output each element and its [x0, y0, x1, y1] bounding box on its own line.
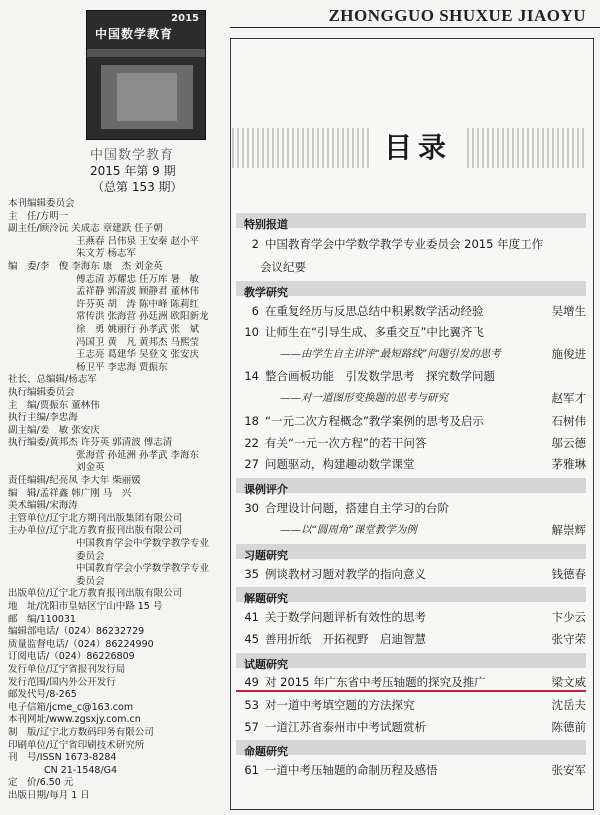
- toc-entry[interactable]: [241, 413, 484, 429]
- article-title: 在重复经历与反思总结中积累数学活动经验: [265, 304, 484, 318]
- toc-section-header: [236, 478, 586, 496]
- colophon-line: 杨卫平 李忠海 贾振东: [76, 361, 168, 373]
- colophon-line: CN 21-1548/G4: [44, 764, 118, 776]
- colophon-line: 地 址/沈阳市皇姑区宁山中路 15 号: [8, 601, 163, 612]
- toc-section-header: [236, 544, 586, 562]
- colophon-line: 常传洪 张海营 孙廷洲 欧阳新龙: [76, 311, 209, 323]
- colophon-line: 中国教育学会小学数学教学专业: [76, 563, 210, 575]
- colophon-line: 主 任/方明一: [8, 210, 69, 222]
- colophon-line: 主管单位/辽宁北方期刊出版集团有限公司: [8, 512, 183, 524]
- section-label: 试题研究: [244, 658, 288, 671]
- colophon-line: 编 委/李 俊 李海东 康 杰 刘金英: [8, 260, 163, 272]
- article-title: 一道中考压轴题的命制历程及感悟: [265, 763, 438, 777]
- article-author: 茅雅琳: [551, 457, 586, 471]
- colophon-line: 王志亮 葛建华 吴登文 张安庆: [76, 349, 200, 361]
- toc-section-header: [236, 740, 586, 758]
- toc-entry[interactable]: [241, 435, 426, 451]
- article-title: 关于数学问题评析有效性的思考: [265, 610, 426, 624]
- colophon-line: 出版日期/每月 1 日: [8, 789, 90, 801]
- article-author: 邬云德: [551, 436, 586, 450]
- article-title: 问题驱动，构建趣动数学课堂: [265, 457, 415, 471]
- article-subtitle: ——以“圆周角”课堂教学为例: [280, 524, 417, 536]
- colophon-line: 出版单位/辽宁北方教育报刊出版有限公司: [8, 588, 183, 600]
- article-author: 张安军: [551, 763, 586, 777]
- article-author: 钱德春: [551, 567, 586, 581]
- cover-thumbnail: [86, 10, 206, 140]
- colophon-line: 张海营 孙延洲 孙孝武 李海东: [76, 449, 200, 461]
- toc-section-header: [236, 213, 586, 231]
- article-title: 中国教育学会中学数学教学专业委员会 2015 年度工作: [265, 237, 544, 251]
- colophon-line: 冯国卫 黄 凡 黄邦杰 马熙莹: [76, 336, 200, 348]
- page-number: 6: [251, 304, 259, 318]
- colophon-line: 社长、总编辑/杨志军: [8, 374, 97, 386]
- article-subtitle: ——对一道图形变换题的思考与研究: [280, 392, 448, 404]
- page-number: 41: [244, 610, 259, 624]
- colophon-line: 质量监督电话/（024）86224990: [8, 638, 154, 650]
- toc-entry[interactable]: [241, 500, 449, 516]
- cover-title: 中国数学教育: [95, 27, 174, 41]
- article-title: 整合画板功能 引发数学思考 探究数学问题: [265, 369, 495, 383]
- article-title-continued: 会议纪要: [260, 260, 306, 274]
- section-label: 习题研究: [244, 549, 288, 562]
- colophon-line: 刊 号/ISSN 1673-8284: [8, 752, 117, 764]
- colophon-line: 印刷单位/辽宁省印刷技术研究所: [8, 739, 145, 751]
- toc-title: 目录: [370, 128, 466, 168]
- toc-entry[interactable]: [241, 236, 543, 252]
- toc-entry[interactable]: [241, 719, 426, 735]
- header-divider: [230, 27, 600, 28]
- page-number: 18: [244, 414, 259, 428]
- article-title: 对 2015 年广东省中考压轴题的探究及推广: [265, 675, 486, 689]
- toc-entry[interactable]: [241, 303, 484, 319]
- article-author: 陈德前: [551, 720, 586, 734]
- article-subtitle: ——由学生自主讲评“最短路线”问题引发的思考: [280, 348, 501, 360]
- page-number: 45: [244, 632, 259, 646]
- article-title: “一元二次方程概念”教学案例的思考及启示: [265, 414, 484, 428]
- colophon-line: 主办单位/辽宁北方教育报刊出版有限公司: [8, 525, 183, 537]
- section-label: 命题研究: [244, 745, 288, 758]
- toc-entry[interactable]: [241, 697, 415, 713]
- cover-band: [87, 49, 205, 57]
- colophon-line: 朱文芳 杨志军: [76, 248, 137, 260]
- colophon: [8, 198, 226, 803]
- highlight-underline: [236, 690, 586, 692]
- colophon-line: 刘金英: [76, 462, 105, 474]
- toc-entry[interactable]: [241, 368, 495, 384]
- section-label: 课例评介: [244, 483, 288, 496]
- colophon-line: 中国教育学会中学数学教学专业: [76, 538, 210, 550]
- issue-number: 2015 年第 9 期: [90, 164, 176, 178]
- article-author: 张守荣: [551, 632, 586, 646]
- section-label: 特别报道: [244, 218, 288, 231]
- toc-entry[interactable]: [241, 566, 426, 582]
- article-author: 吴增生: [551, 304, 586, 318]
- colophon-line: 编辑部电话/（024）86232729: [8, 626, 145, 638]
- article-title: 让师生在“引导生成、多重交互”中比翼齐飞: [265, 325, 484, 339]
- article-author: 卞少云: [551, 610, 586, 624]
- colophon-line: 邮发代号/8-265: [8, 689, 77, 701]
- colophon-line: 主 编/贾振东 董林伟: [8, 399, 100, 411]
- section-label: 教学研究: [244, 286, 288, 299]
- colophon-line: 傅志清 苏耀忠 任万库 暑 敏: [76, 273, 200, 285]
- page-number: 35: [244, 567, 259, 581]
- colophon-line: 委员会: [76, 550, 105, 562]
- colophon-line: 电子信箱/jcme_c@163.com: [8, 701, 134, 713]
- page-number: 14: [244, 369, 259, 383]
- cover-year: 2015: [171, 13, 199, 24]
- article-title: 合理设计问题，搭建自主学习的台阶: [265, 501, 449, 515]
- colophon-line: 副主编/姜 敏 张安庆: [8, 424, 100, 436]
- article-title: 善用折纸 开拓视野 启迪智慧: [265, 632, 426, 646]
- page-number: 10: [244, 325, 259, 339]
- colophon-line: 副主任/顾泠沅 关成志 章建跃 任子朝: [8, 223, 163, 235]
- colophon-line: 责任编辑/纪亮凤 李大年 柴丽媛: [8, 475, 141, 487]
- toc-section-header: [236, 281, 586, 299]
- page-number: 49: [244, 675, 259, 689]
- colophon-line: 孟祥静 郭清波 顾静君 董林伟: [76, 286, 200, 298]
- article-title: 对一道中考填空题的方法探究: [265, 698, 415, 712]
- page-number: 61: [244, 763, 259, 777]
- colophon-line: 委员会: [76, 575, 105, 587]
- colophon-line: 发行范围/国内外公开发行: [8, 676, 116, 688]
- colophon-line: 制 版/辽宁北方数码印务有限公司: [8, 726, 154, 738]
- article-author: 解崇辉: [551, 523, 586, 537]
- toc-entry[interactable]: [241, 324, 484, 340]
- total-issue: （总第 153 期）: [92, 180, 183, 194]
- colophon-line: 定 价/6.50 元: [8, 777, 74, 789]
- page-number: 30: [244, 501, 259, 515]
- toc-entry[interactable]: [241, 674, 486, 690]
- toc-section-header: [236, 587, 586, 605]
- toc-entry[interactable]: [241, 762, 438, 778]
- page-number: 57: [244, 720, 259, 734]
- cover-image-inner: [117, 73, 177, 121]
- article-author: 沈岳夫: [551, 698, 586, 712]
- toc-entry[interactable]: [241, 456, 415, 472]
- journal-header-title: ZHONGGUO SHUXUE JIAOYU: [328, 6, 586, 25]
- article-author: 赵军才: [551, 391, 586, 405]
- article-title: 一道江苏省泰州市中考试题赏析: [265, 720, 426, 734]
- colophon-line: 美术编辑/宋海涛: [8, 500, 78, 512]
- toc-entry[interactable]: [241, 631, 426, 647]
- journal-name: 中国数学教育: [90, 148, 175, 163]
- colophon-line: 徐 勇 姚丽行 孙孝武 张 斌: [76, 323, 200, 335]
- toc-section-header: [236, 653, 586, 671]
- colophon-line: 本刊编辑委员会: [8, 198, 75, 209]
- article-author: 梁文威: [551, 675, 586, 689]
- section-label: 解题研究: [244, 592, 288, 605]
- page-number: 22: [244, 436, 259, 450]
- colophon-line: 执行编委/黄邦杰 许芬英 郭清波 傅志清: [8, 437, 173, 449]
- colophon-line: 执行编辑委员会: [8, 386, 75, 398]
- toc-entry[interactable]: [241, 609, 426, 625]
- colophon-line: 订阅电话/（024）86226809: [8, 651, 135, 663]
- article-author: 石树伟: [551, 414, 586, 428]
- page-number: 2: [251, 237, 259, 251]
- colophon-line: 发行单位/辽宁省报刊发行局: [8, 663, 126, 675]
- article-title: 有关“一元一次方程”的若干问答: [265, 436, 427, 450]
- article-title: 例谈教材习题对教学的指向意义: [265, 567, 426, 581]
- colophon-line: 许芬英 胡 涛 陈中峰 陈莉红: [76, 298, 200, 310]
- colophon-line: 编 辑/孟祥鑫 韩广刚 马 兴: [8, 487, 132, 499]
- colophon-line: 邮 编/110031: [8, 613, 76, 625]
- colophon-line: 本刊网址/www.zgsxjy.com.cn: [8, 714, 141, 726]
- page-number: 27: [244, 457, 259, 471]
- colophon-line: 王燕春 吕伟泉 王安秦 赵小平: [76, 235, 200, 247]
- article-author: 施俊进: [551, 347, 586, 361]
- page-number: 53: [244, 698, 259, 712]
- colophon-line: 执行主编/李忠海: [8, 412, 78, 424]
